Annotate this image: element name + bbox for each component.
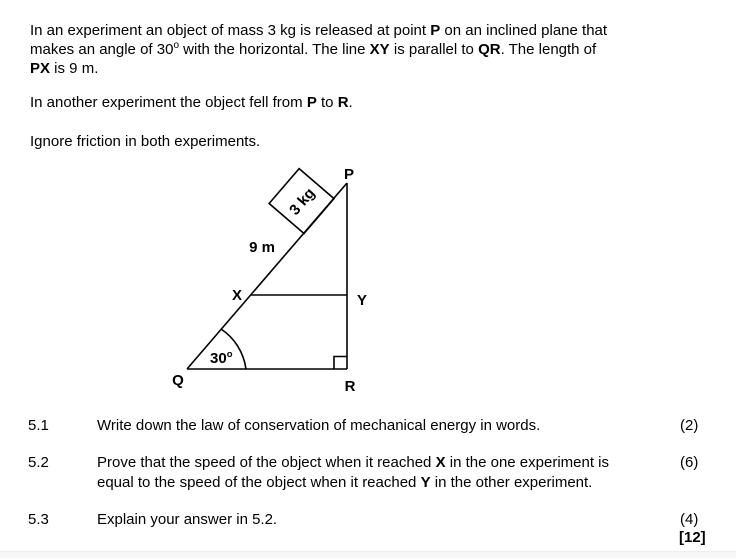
question-5-2-number: 5.2 [28, 454, 49, 471]
angle-arc [221, 329, 246, 369]
intro-paragraph-2: In another experiment the object fell from P to R. [30, 94, 353, 111]
question-5-1-text: Write down the law of conservation of mechanical energy in words. [97, 417, 541, 434]
question-5-1-number: 5.1 [28, 417, 49, 434]
page-bottom-edge [0, 551, 736, 558]
length-label-9m: 9 m [249, 239, 275, 256]
question-5-1-marks: (2) [680, 417, 699, 434]
vertex-label-p: P [343, 166, 355, 183]
question-5-3-marks: (4) [680, 511, 699, 528]
intro-paragraph-1: In an experiment an object of mass 3 kg is released at point P on an inclined plane that makes an angle of 30$^o$ with the horizontal. The line XY is parallel to QR. The length of PX is 9 m. [30, 22, 608, 77]
question-5-2-marks: (6) [680, 454, 699, 471]
question-5-3-text: Explain your answer in 5.2. [97, 511, 278, 528]
vertex-label-r: R [344, 378, 356, 395]
point-label-x: X [231, 287, 243, 304]
vertex-label-q: Q [172, 372, 184, 389]
point-label-y: Y [356, 292, 368, 309]
right-angle-marker [334, 357, 347, 370]
intro-paragraph-3: Ignore friction in both experiments. [30, 133, 261, 150]
incline-line-QP [187, 183, 347, 369]
mass-block [269, 169, 334, 234]
angle-label-30deg: 30$^o$ [210, 349, 233, 367]
mass-block-label: 3 kg [286, 184, 319, 219]
question-5-2-text: Prove that the speed of the object when it reached X in the one experiment is equal to the speed of the object when it reached Y in the other experiment. [97, 454, 610, 491]
total-marks: [12] [679, 529, 706, 546]
question-5-3-number: 5.3 [28, 511, 49, 528]
